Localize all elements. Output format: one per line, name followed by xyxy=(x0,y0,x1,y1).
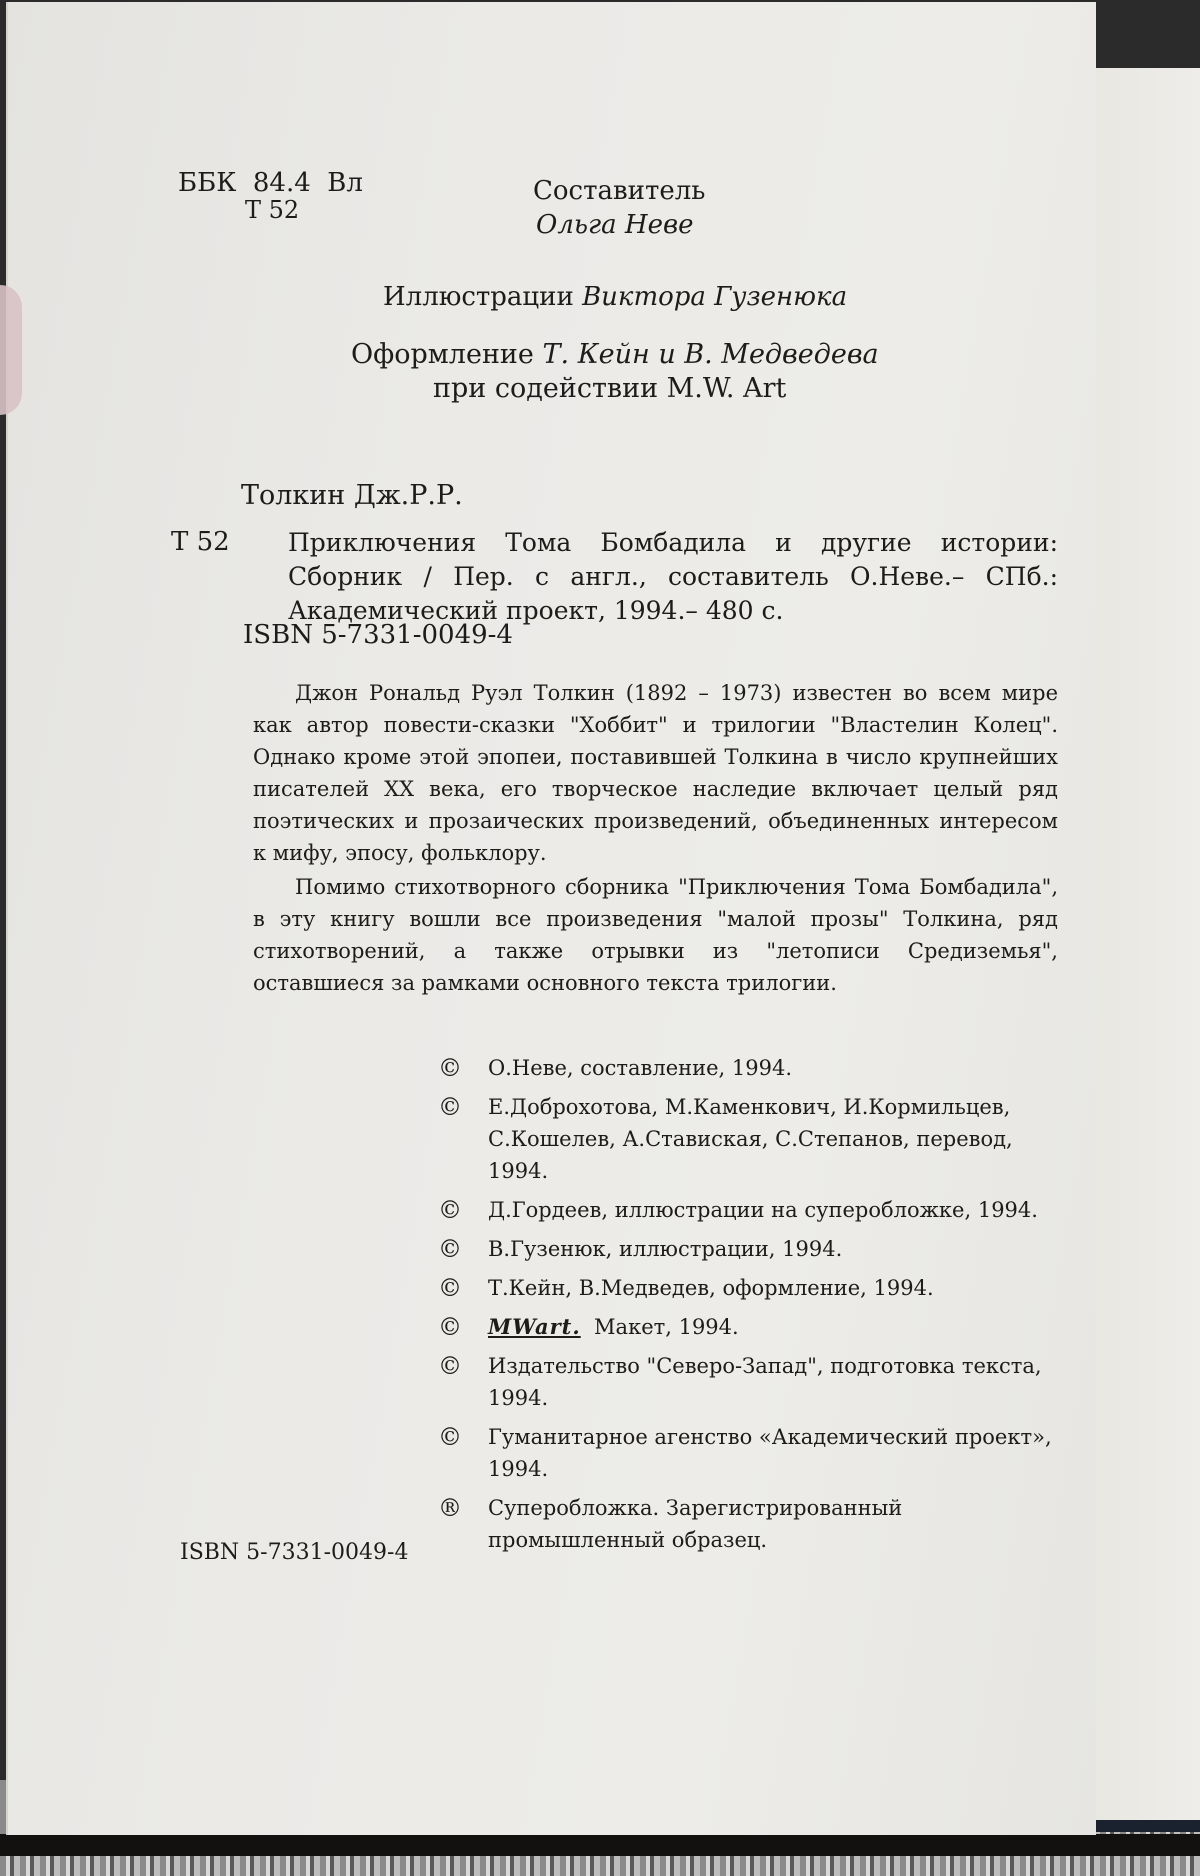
design-names: Т. Кейн и В. Медведева xyxy=(542,339,879,370)
copyright-list xyxy=(438,1052,1078,1563)
registered-icon: ® xyxy=(438,1494,462,1522)
copyright-text: Т.Кейн, В.Медведев, оформление, 1994. xyxy=(488,1276,934,1300)
bibliographic-text: Приключения Тома Бомбадила и другие истории: Сборник / Пер. с англ., составитель О.Неве.– СПб.: Академический проект, 1994.– 480 с. xyxy=(288,528,1058,625)
copyright-text: Издательство "Северо-Запад", подготовка текста, 1994. xyxy=(488,1354,1042,1410)
illustrations-label: Иллюстрации xyxy=(383,282,574,312)
copyright-item xyxy=(438,1233,1078,1265)
copyright-text xyxy=(488,1311,1078,1343)
copyright-item xyxy=(438,1272,1078,1304)
copyright-item xyxy=(438,1052,1078,1084)
copyright-icon: © xyxy=(438,1093,462,1121)
copyright-text: Суперобложка. Зарегистрированный промышленный образец. xyxy=(488,1496,903,1552)
bbk-classification xyxy=(178,170,363,196)
copyright-icon: © xyxy=(438,1352,462,1380)
copyright-text-rest: Макет, 1994. xyxy=(594,1315,739,1339)
author-mark-top: Т 52 xyxy=(245,196,300,224)
copyright-text: О.Неве, составление, 1994. xyxy=(488,1056,793,1080)
catalog-isbn: ISBN 5-7331-0049-4 xyxy=(243,620,513,650)
book-cover-edge xyxy=(0,1834,1200,1856)
bibliographic-entry xyxy=(288,502,1058,628)
assistance-credit: при содействии M.W. Art xyxy=(433,373,787,404)
copyright-item xyxy=(438,1350,1078,1414)
design-credit xyxy=(351,341,879,368)
finger xyxy=(0,285,22,415)
copyright-item xyxy=(438,1311,1078,1343)
illustrations-credit xyxy=(383,284,847,310)
design-label: Оформление xyxy=(351,339,534,370)
copyright-icon: © xyxy=(438,1313,462,1341)
book-page xyxy=(6,2,1096,1835)
copyright-item xyxy=(438,1194,1078,1226)
abstract-paragraph: Помимо стихотворного сборника "Приключения Тома Бомбадила", в эту книгу вошли все произведения "малой прозы" Толкина, ряд стихотворений, а также отрывки из "летописи Средиземья", оставшиеся за рамками основного текста трилогии. xyxy=(253,875,1058,995)
copyright-text: Гуманитарное агенство «Академический проект», 1994. xyxy=(488,1425,1052,1481)
copyright-item xyxy=(438,1091,1078,1187)
back-cover-edge xyxy=(1095,1820,1200,1832)
catalog-author-mark: Т 52 xyxy=(171,527,230,557)
illustrations-name: Виктора Гузенюка xyxy=(582,282,848,312)
copyright-item xyxy=(438,1421,1078,1485)
copyright-text: В.Гузенюк, иллюстрации, 1994. xyxy=(488,1237,843,1261)
copyright-icon: © xyxy=(438,1423,462,1451)
compiler-name: Ольга Неве xyxy=(536,210,694,240)
bbk-suffix: Вл xyxy=(327,168,363,198)
mw-art-logo: MWart. xyxy=(488,1314,581,1339)
copyright-text: Е.Доброхотова, М.Каменкович, И.Кормильцев, С.Кошелев, А.Ставиская, С.Степанов, перевод, 1994. xyxy=(488,1095,1013,1183)
copyright-item xyxy=(438,1492,1078,1556)
abstract-paragraph: Джон Рональд Руэл Толкин (1892 – 1973) известен во всем мире как автор повести-сказки "Хоббит" и трилогии "Властелин Колец". Однако кроме этой эпопеи, поставившей Толкина в число крупнейших писателей XX века, его творческое наследие включает целый ряд поэтических и прозаических произведений, объединенных интересом к мифу, эпосу, фольклору. xyxy=(253,681,1058,865)
isbn-bottom: ISBN 5-7331-0049-4 xyxy=(180,1540,409,1565)
copyright-icon: © xyxy=(438,1235,462,1263)
compiler-label: Составитель xyxy=(533,176,706,206)
bbk-label: ББК xyxy=(178,168,237,198)
copyright-icon: © xyxy=(438,1196,462,1224)
copyright-icon: © xyxy=(438,1274,462,1302)
abstract xyxy=(253,677,1058,1001)
adjacent-page xyxy=(1092,68,1200,1828)
bbk-code: 84.4 xyxy=(252,168,311,198)
copyright-icon: © xyxy=(438,1054,462,1082)
catalog-author: Толкин Дж.Р.Р. xyxy=(241,480,463,511)
copyright-text: Д.Гордеев, иллюстрации на суперобложке, 1994. xyxy=(488,1198,1038,1222)
